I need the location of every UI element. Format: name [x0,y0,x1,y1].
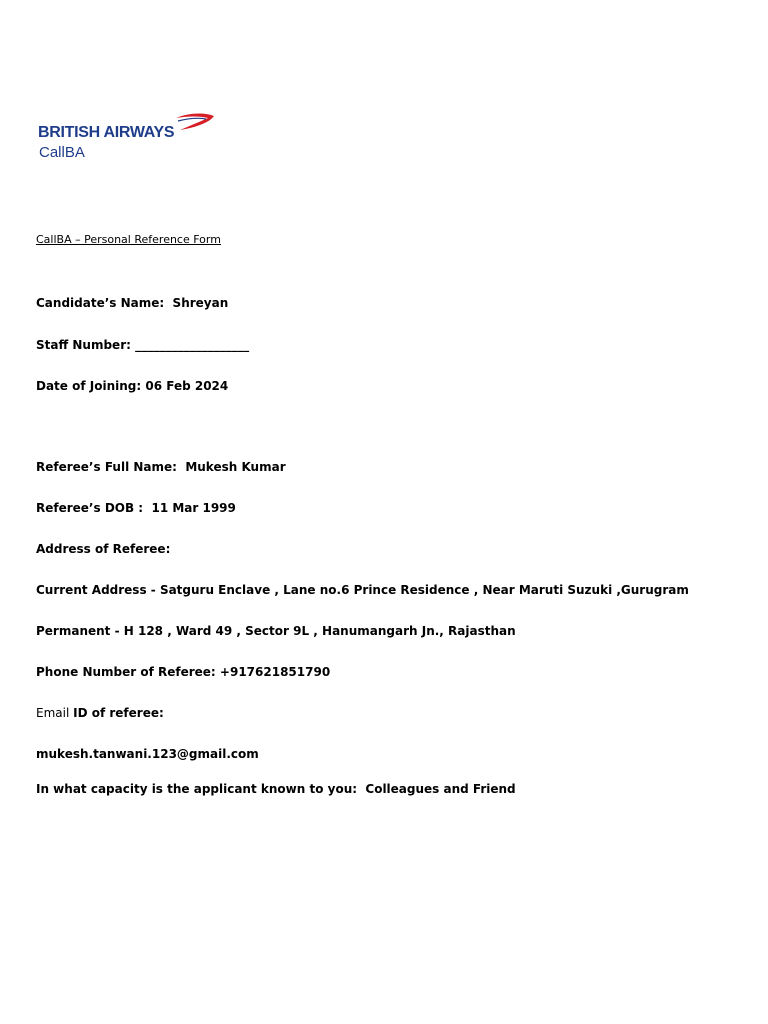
permanent-address-label: Permanent - [36,624,120,638]
capacity-field [36,782,516,796]
address-heading-label: Address of Referee: [36,542,171,556]
date-of-joining-label: Date of Joining: [36,379,142,393]
staff-number-field [36,338,249,352]
swoosh-icon [174,112,216,134]
current-address-label: Current Address - [36,583,156,597]
candidate-name-value: Shreyan [172,296,229,310]
form-title: CallBA – Personal Reference Form [36,233,221,246]
candidate-name-field [36,296,228,310]
british-airways-logo [38,112,218,164]
phone-value: +917621851790 [219,665,331,679]
email-label-prefix: Email [36,706,70,720]
brand-subname: CallBA [39,144,85,161]
email-label [36,706,164,720]
email-label-field [36,706,164,720]
email-value-field [36,747,259,761]
address-heading [36,542,170,556]
candidate-name-label: Candidate’s Name: [36,296,165,310]
date-of-joining-value: 06 Feb 2024 [145,379,229,393]
current-address-field [36,583,689,597]
capacity-value: Colleagues and Friend [365,782,516,796]
referee-name-label: Referee’s Full Name: [36,460,177,474]
capacity-label: In what capacity is the applicant known to you: [36,782,358,796]
staff-number-value: ___________________ [135,338,250,352]
current-address-value: Satguru Enclave , Lane no.6 Prince Residence , Near Maruti Suzuki ,Gurugram [159,583,689,597]
referee-dob-value: 11 Mar 1999 [151,501,236,515]
email-label-rest: ID of referee: [73,706,164,720]
phone-label: Phone Number of Referee: [36,665,216,679]
phone-field [36,665,330,679]
referee-dob-label: Referee’s DOB : [36,501,144,515]
staff-number-label: Staff Number: [36,338,131,352]
referee-dob-field [36,501,236,515]
referee-name-field [36,460,286,474]
permanent-address-field [36,624,516,638]
permanent-address-value: H 128 , Ward 49 , Sector 9L , Hanumangarh Jn., Rajasthan [123,624,516,638]
date-of-joining-field [36,379,228,393]
brand-name: BRITISH AIRWAYS [38,124,175,141]
referee-name-value: Mukesh Kumar [185,460,286,474]
email-value: mukesh.tanwani.123@gmail.com [36,747,259,761]
